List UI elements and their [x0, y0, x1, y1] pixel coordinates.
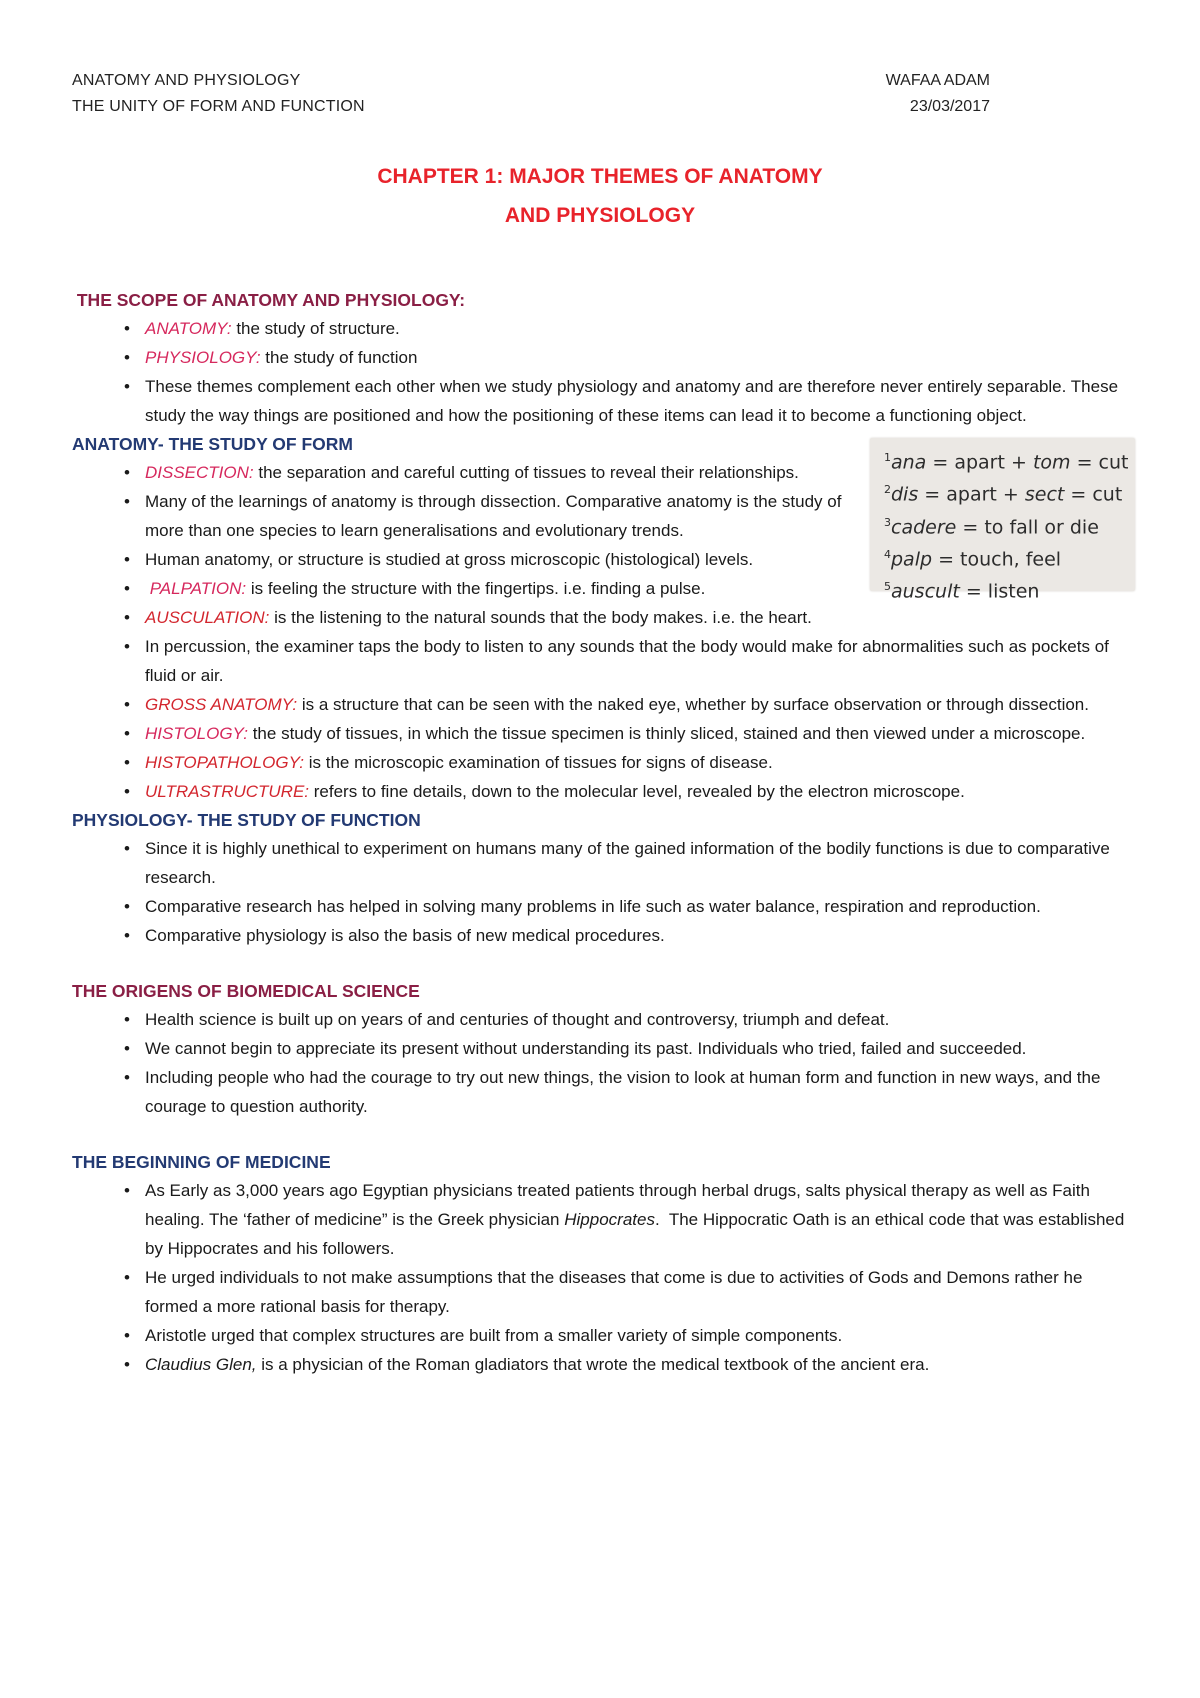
definition-text: the separation and careful cutting of tissues to reveal their relationships.	[253, 463, 799, 482]
header-course-subtitle: THE UNITY OF FORM AND FUNCTION	[72, 98, 365, 115]
list-item	[72, 892, 1132, 921]
chapter-title-line1: CHAPTER 1: MAJOR THEMES OF ANATOMY	[377, 165, 823, 188]
list-item-text: Human anatomy, or structure is studied at gross microscopic (histological) levels.	[145, 550, 754, 569]
section-heading-scope: THE SCOPE OF ANATOMY AND PHYSIOLOGY:	[72, 290, 466, 310]
list-item	[72, 1321, 1132, 1350]
list-item-text: We cannot begin to appreciate its present without understanding its past. Individuals who tried, failed and succeeded.	[145, 1039, 1027, 1058]
list-item	[72, 372, 1132, 430]
list-item	[72, 487, 845, 545]
etymology-line	[870, 509, 1135, 541]
list-item-text: Comparative physiology is also the basis of new medical procedures.	[145, 926, 665, 945]
definition-text: is the microscopic examination of tissues for signs of disease.	[304, 753, 773, 772]
list-item-text: Aristotle urged that complex structures are built from a smaller variety of simple components.	[145, 1326, 843, 1345]
list-item	[72, 343, 1132, 372]
etymology-num: 4	[884, 547, 891, 561]
etymology-num: 3	[884, 515, 891, 529]
etymology-note-image	[870, 438, 1135, 603]
list-item-text: These themes complement each other when we study physiology and anatomy and are therefore never entirely separable. These study the way things are positioned and how the positioning of these items can lead it to become a functioning object.	[145, 377, 1119, 425]
term-ausculation: AUSCULATION:	[145, 608, 270, 627]
definition-text: the study of function	[260, 348, 418, 367]
list-item	[72, 690, 1132, 719]
list-item-text: . The Hippocratic Oath is an ethical code that was established by Hippocrates and his followers.	[145, 1210, 1130, 1258]
etymology-num: 5	[884, 580, 891, 594]
term-histology: HISTOLOGY:	[145, 724, 248, 743]
name-hippocrates: Hippocrates	[564, 1210, 655, 1229]
definition-text: refers to fine details, down to the molecular level, revealed by the electron microscope.	[309, 782, 965, 801]
header-author: WAFAA ADAM	[885, 72, 990, 89]
etymology-mid: = listen	[959, 580, 1040, 603]
list-item	[72, 1263, 1132, 1321]
etymology-root2: tom	[1032, 451, 1071, 474]
etymology-num: 1	[884, 451, 891, 464]
list-item-text: is a physician of the Roman gladiators that wrote the medical textbook of the ancient era.	[256, 1355, 930, 1374]
section-heading-beginning: THE BEGINNING OF MEDICINE	[72, 1152, 331, 1172]
etymology-line	[870, 444, 1135, 476]
beginning-list	[72, 1176, 1132, 1379]
etymology-mid: = apart +	[918, 483, 1025, 506]
etymology-end: = cut	[1070, 451, 1129, 474]
list-item	[72, 1350, 1132, 1379]
list-item	[72, 719, 1132, 748]
etymology-root: ana	[891, 451, 927, 474]
list-item	[72, 834, 1132, 892]
term-palpation: PALPATION:	[145, 579, 247, 598]
list-item	[72, 458, 845, 487]
etymology-root2: sect	[1024, 483, 1065, 506]
definition-text: the study of tissues, in which the tissue specimen is thinly sliced, stained and then viewed under a microscope.	[247, 724, 1086, 743]
header-date: 23/03/2017	[909, 98, 990, 115]
section-heading-physiology: PHYSIOLOGY- THE STUDY OF FUNCTION	[72, 810, 421, 830]
list-item-text: Since it is highly unethical to experiment on humans many of the gained information of the bodily functions is due to comparative research.	[145, 839, 1110, 887]
physiology-list	[72, 834, 1132, 950]
etymology-line	[870, 573, 1135, 605]
origins-list	[72, 1005, 1132, 1121]
etymology-mid: = apart +	[926, 451, 1033, 474]
term-histopathology: HISTOPATHOLOGY:	[145, 753, 305, 772]
list-item	[72, 748, 1132, 777]
scope-list	[72, 314, 1132, 430]
definition-text: is the listening to the natural sounds that the body makes. i.e. the heart.	[269, 608, 812, 627]
list-item	[72, 603, 1132, 632]
definition-text: is feeling the structure with the fingertips. i.e. finding a pulse.	[246, 579, 706, 598]
term-gross-anatomy: GROSS ANATOMY:	[145, 695, 298, 714]
list-item-text: Health science is built up on years of and centuries of thought and controversy, triumph and defeat.	[145, 1010, 890, 1029]
list-item	[72, 1176, 1132, 1263]
etymology-mid: = to fall or die	[956, 515, 1099, 538]
list-item-text: As Early as 3,000 years ago Egyptian physicians treated patients through herbal drugs, salts physical therapy as well as Faith healing. The ‘father of medicine” is the Greek physician	[145, 1181, 1090, 1229]
list-item-text: Many of the learnings of anatomy is through dissection. Comparative anatomy is the study of more than one species to learn generalisations and evolutionary trends.	[145, 492, 842, 540]
etymology-end: = cut	[1064, 483, 1123, 506]
etymology-line	[870, 476, 1135, 508]
header-course-title: ANATOMY AND PHYSIOLOGY	[72, 72, 301, 89]
list-item-text: He urged individuals to not make assumptions that the diseases that come is due to activities of Gods and Demons rather he formed a more rational basis for therapy.	[145, 1268, 1083, 1316]
list-item-text: Comparative research has helped in solving many problems in life such as water balance, respiration and reproduction.	[145, 897, 1041, 916]
list-item	[72, 1034, 1132, 1063]
etymology-root: palp	[891, 548, 933, 571]
section-heading-origins: THE ORIGENS OF BIOMEDICAL SCIENCE	[72, 981, 420, 1001]
list-item-text: In percussion, the examiner taps the body to listen to any sounds that the body would make for abnormalities such as pockets of fluid or air.	[145, 637, 1109, 685]
etymology-line	[870, 541, 1135, 573]
etymology-root: auscult	[891, 580, 960, 603]
list-item	[72, 314, 1132, 343]
list-item	[72, 632, 1132, 690]
definition-text: the study of structure.	[231, 319, 400, 338]
etymology-mid: = touch, feel	[932, 548, 1062, 571]
etymology-num: 2	[884, 483, 891, 497]
chapter-title-line2: AND PHYSIOLOGY	[504, 204, 696, 227]
etymology-root: dis	[891, 483, 919, 506]
etymology-root: cadere	[891, 515, 957, 538]
term-ultrastructure: ULTRASTRUCTURE:	[145, 782, 310, 801]
term-physiology: PHYSIOLOGY:	[145, 348, 261, 367]
list-item	[72, 921, 1132, 950]
term-dissection: DISSECTION:	[145, 463, 254, 482]
term-anatomy: ANATOMY:	[145, 319, 232, 338]
list-item-text: Including people who had the courage to try out new things, the vision to look at human form and function in new ways, and the courage to question authority.	[145, 1068, 1101, 1116]
name-claudius-glen: Claudius Glen,	[145, 1355, 257, 1374]
section-heading-anatomy: ANATOMY- THE STUDY OF FORM	[72, 434, 353, 454]
list-item	[72, 777, 1132, 806]
list-item	[72, 1005, 1132, 1034]
list-item	[72, 1063, 1132, 1121]
definition-text: is a structure that can be seen with the naked eye, whether by surface observation or through dissection.	[297, 695, 1089, 714]
